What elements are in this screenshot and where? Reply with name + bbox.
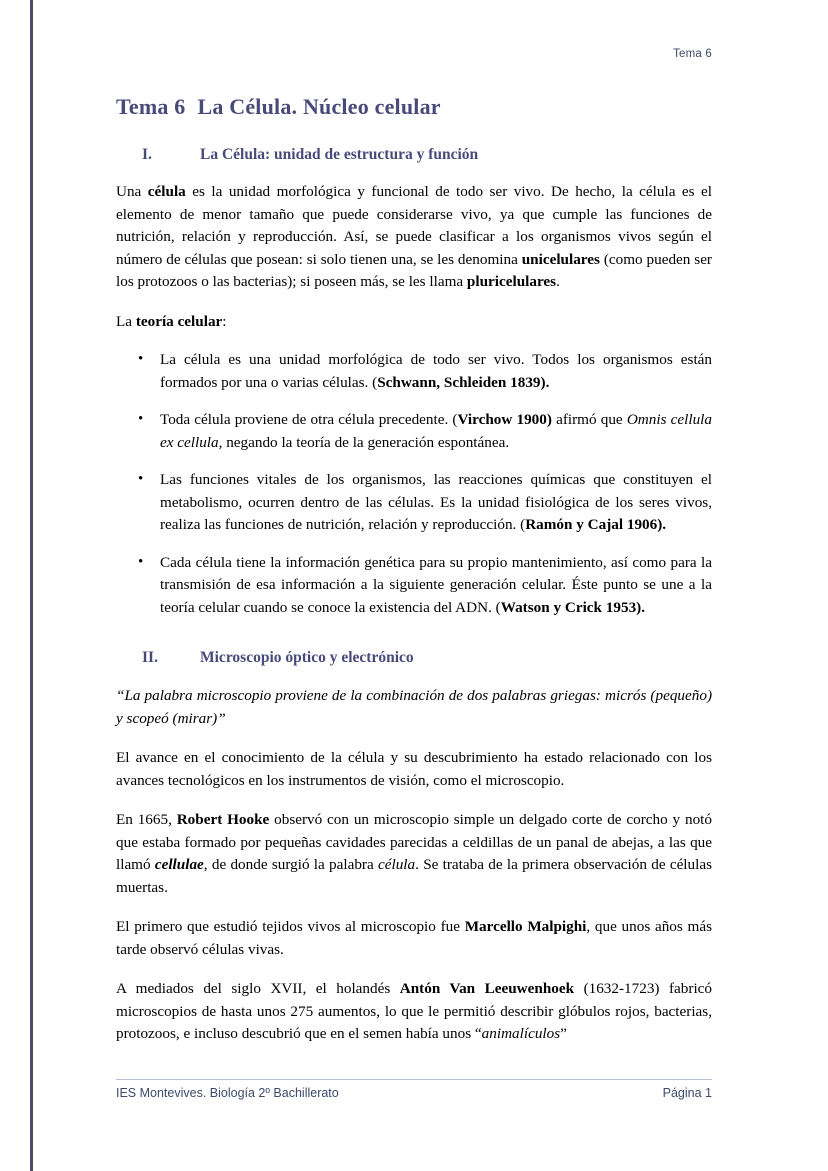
cell-theory-list	[116, 349, 712, 619]
text-run: , negando la teoría de la generación espontánea.	[218, 433, 510, 451]
text-run: En 1665,	[116, 811, 177, 828]
page-title-tema: Tema 6	[116, 94, 186, 119]
paragraph-microscope-quote: “La palabra microscopio proviene de la combinación de dos palabras griegas: micrós (pequeño) y scopeó (mirar)”	[116, 687, 712, 727]
paragraph-technology-advance: El avance en el conocimiento de la célula y su descubrimiento ha estado relacionado con los avances tecnológicos en los instrumentos de visión, como el microscopio.	[116, 749, 712, 789]
text-run-bold: Marcello Malpighi	[464, 918, 587, 935]
list-item	[116, 349, 712, 394]
footer-page-number: Página 1	[662, 1086, 712, 1100]
page-title-name: La Célula. Núcleo celular	[197, 94, 441, 119]
text-run: El primero que estudió tejidos vivos al microscopio fue	[116, 918, 465, 935]
text-run-bold: Ramón y Cajal 1906).	[525, 516, 667, 533]
section-heading-1	[116, 146, 712, 164]
text-run: :	[222, 312, 227, 330]
text-run-bold: Antón Van Leeuwenhoek	[399, 980, 575, 997]
paragraph-definition	[116, 181, 712, 294]
text-run-italic: Omnis cellula ex cellula	[160, 411, 712, 451]
footer-course-label: IES Montevives. Biología 2º Bachillerato	[116, 1086, 339, 1100]
section-heading-2	[116, 649, 712, 667]
section-number-2: II.	[142, 649, 158, 666]
paragraph-cell-theory-label	[116, 311, 712, 334]
list-item	[116, 469, 712, 537]
text-run-italic: animalículos	[481, 1025, 561, 1042]
text-run-italic: célula	[378, 856, 416, 873]
text-run-bold: teoría celular	[135, 312, 223, 330]
text-run: afirmó que	[551, 411, 627, 428]
text-run: La célula es una unidad morfológica de todo ser vivo. Todos los organismos están formados por una o varias células. (	[160, 351, 712, 391]
paragraph-malpighi	[116, 916, 712, 961]
text-run: (1632-1723) fabricó microscopios de hasta unos 275 aumentos, lo que le permitió describir glóbulos rojos, bacterias, protozoos, e incluso descubrió que en el semen había unos “	[116, 980, 712, 1042]
text-run: Una	[116, 183, 148, 200]
text-run-bold: célula	[147, 183, 186, 200]
text-run: La	[116, 312, 136, 330]
page-footer	[116, 1079, 712, 1100]
text-run-bold: Schwann, Schleiden 1839).	[377, 373, 550, 391]
page-title	[116, 94, 712, 120]
section-title-1: La Célula: unidad de estructura y función	[200, 146, 479, 163]
text-run: A mediados del siglo XVII, el holandés	[116, 980, 400, 997]
text-run: Las funciones vitales de los organismos, las reacciones químicas que constituyen el metabolismo, ocurren dentro de las células. Es la unidad fisiológica de los seres vivos, realiza las funciones de nutrición, relación y reproducción. (	[160, 471, 712, 533]
text-run: Toda célula proviene de otra célula precedente. (	[160, 411, 458, 428]
text-run-bold: Robert Hooke	[176, 811, 270, 828]
section-number-1: I.	[142, 146, 152, 163]
left-margin-rule	[30, 0, 33, 1171]
document-content	[116, 0, 712, 1046]
text-run-bold-italic: cellulae	[154, 856, 204, 873]
text-run: .	[556, 273, 560, 290]
text-run: , de donde surgió la palabra	[203, 856, 379, 873]
paragraph-hooke	[116, 809, 712, 899]
text-run-bold: unicelulares	[521, 250, 600, 268]
text-run: es la unidad morfológica y funcional de todo ser vivo. De hecho, la célula es el elemento de menor tamaño que puede considerarse vivo, ya que cumple las funciones de nutrición, relación y reproducción. Así, se puede clasificar a los organismos vivos según el número de células que posean: si solo tienen una, se les denomina	[116, 183, 713, 268]
list-item	[116, 409, 712, 454]
text-run: . Se trataba de la primera observación de células muertas.	[116, 856, 712, 896]
text-run-bold: Virchow 1900)	[457, 411, 552, 428]
list-item	[116, 552, 712, 620]
text-run: , que unos años más tarde observó células vivas.	[116, 918, 712, 958]
page-header-note: Tema 6	[673, 48, 712, 60]
text-run: ”	[560, 1025, 567, 1042]
section-title-2: Microscopio óptico y electrónico	[200, 649, 414, 666]
text-run-bold: Watson y Crick 1953).	[500, 598, 646, 616]
text-run: Cada célula tiene la información genética para su propio mantenimiento, así como para la transmisión de esa información a la siguiente generación celular. Éste punto se une a la teoría celular cuando se conoce la existencia del ADN. (	[160, 553, 712, 616]
paragraph-leeuwenhoek	[116, 978, 712, 1046]
text-run: (como pueden ser los protozoos o las bacterias); si poseen más, se les llama	[116, 250, 712, 290]
text-run-bold: pluricelulares	[466, 273, 557, 290]
text-run: observó con un microscopio simple un delgado corte de corcho y notó que estaba formado por pequeñas cavidades parecidas a celdillas de un panal de abejas, a las que llamó	[116, 811, 712, 873]
